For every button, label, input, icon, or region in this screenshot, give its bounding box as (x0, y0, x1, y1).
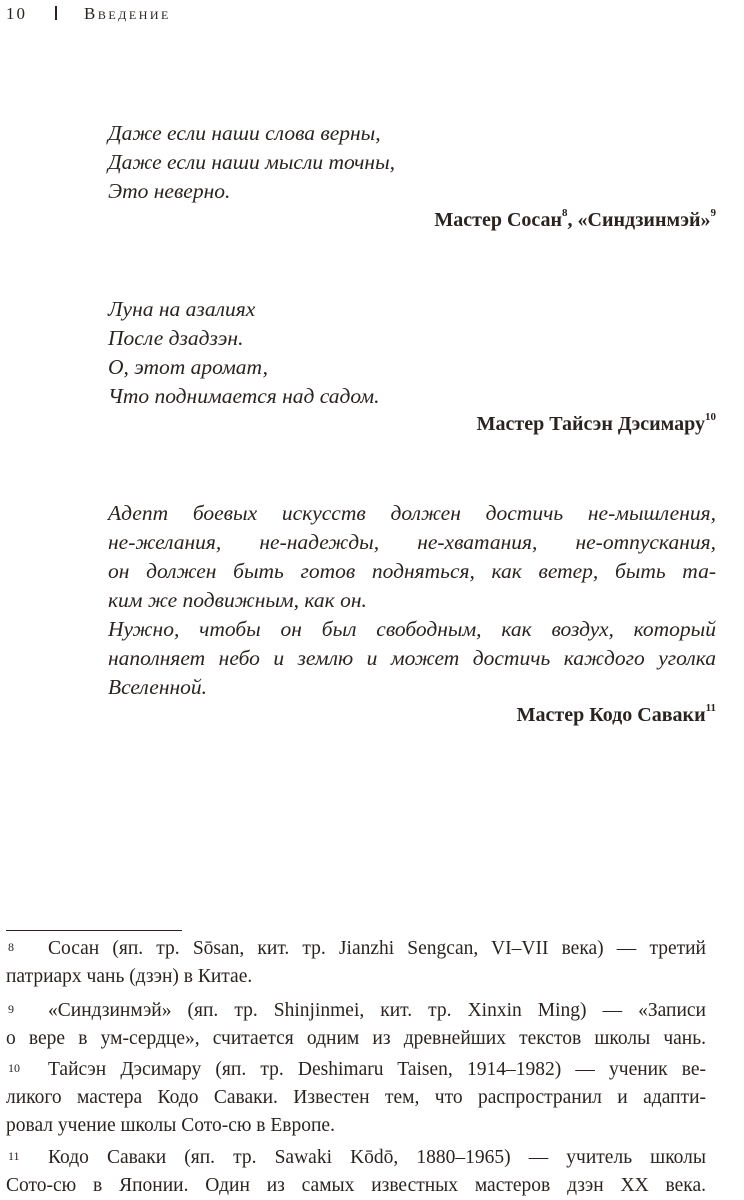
verse-line: Даже если наши мысли точны, (108, 150, 396, 174)
verse-line: Луна на азалиях (108, 297, 256, 321)
prose-line: Нужно, чтобы он был свободным, как воздух, который (108, 617, 716, 641)
footnote-11 (6, 1144, 706, 1200)
footnote-8 (6, 935, 706, 991)
footnote-line: Сото-сю в Японии. Один из самых известных мастеров дзэн XX века. (6, 1175, 706, 1196)
prose-line: наполняет небо и землю и может достичь каждого уголка (108, 646, 716, 670)
attribution-sawaki (517, 704, 716, 727)
footnote-line: о вере в ум-сердце», считается одним из древнейших текстов школы чань. (6, 1028, 706, 1049)
prose-line: он должен быть готов подняться, как ветер, быть та- (108, 559, 716, 583)
footnote-mark: 11 (8, 1149, 20, 1163)
verse-line: После дзадзэн. (108, 326, 244, 350)
footnote-mark: 9 (8, 1002, 14, 1016)
verse-line: Это неверно. (108, 179, 231, 203)
epigraph-deshimaru (108, 295, 716, 411)
footnote-line: Кодо Саваки (яп. тр. Sawaki Kōdō, 1880–1965) — учитель школы (48, 1147, 706, 1168)
footnote-line: Сосан (яп. тр. Sōsan, кит. тр. Jianzhi Sengcan, VI–VII века) — третий (48, 938, 706, 959)
page-number: 10 (6, 4, 27, 23)
footnote-line: ликого мастера Кодо Саваки. Известен тем, что распространил и адапти- (6, 1087, 706, 1108)
footnote-ref: 11 (705, 702, 716, 714)
footnote-line: патриарх чань (дзэн) в Китае. (6, 966, 253, 987)
footnote-line: ровал учение школы Сото-сю в Европе. (6, 1115, 335, 1136)
attribution-author: Мастер Сосан (434, 209, 563, 231)
prose-line: Адепт боевых искусств должен достичь не-мышления, (108, 501, 716, 525)
header-divider (55, 6, 57, 20)
attribution-author: Мастер Кодо Саваки (516, 704, 706, 726)
attribution-author: Мастер Тайсэн Дэсимару (476, 413, 705, 435)
footnote-ref: 9 (710, 207, 716, 219)
attribution-sosan (434, 209, 716, 232)
footnote-ref: 8 (562, 207, 568, 219)
footnote-ref: 10 (705, 411, 716, 423)
epigraph-sosan (108, 119, 716, 206)
footnote-mark: 10 (8, 1061, 20, 1075)
prose-line: Вселенной. (108, 675, 208, 699)
prose-line: не-желания, не-надежды, не-хватания, не-отпускания, (108, 530, 716, 554)
prose-line: ким же подвижным, как он. (108, 588, 367, 612)
attribution-work: , «Синдзинмэй» (567, 209, 711, 231)
footnote-mark: 8 (8, 940, 14, 954)
verse-line: Что поднимается над садом. (108, 384, 380, 408)
footnote-10 (6, 1056, 706, 1140)
attribution-deshimaru (477, 413, 716, 436)
section-title: Введение (84, 4, 171, 23)
footnote-line: «Синдзинмэй» (яп. тр. Shinjinmei, кит. тр. Xinxin Ming) — «Записи (48, 1000, 706, 1021)
epigraph-sawaki (108, 499, 716, 702)
footnote-line: Тайсэн Дэсимару (яп. тр. Deshimaru Taisen, 1914–1982) — ученик ве- (48, 1059, 706, 1080)
verse-line: Даже если наши слова верны, (108, 121, 381, 145)
running-header (6, 4, 171, 24)
footnote-9 (6, 997, 706, 1053)
footnote-separator (6, 930, 182, 931)
verse-line: О, этот аромат, (108, 355, 268, 379)
